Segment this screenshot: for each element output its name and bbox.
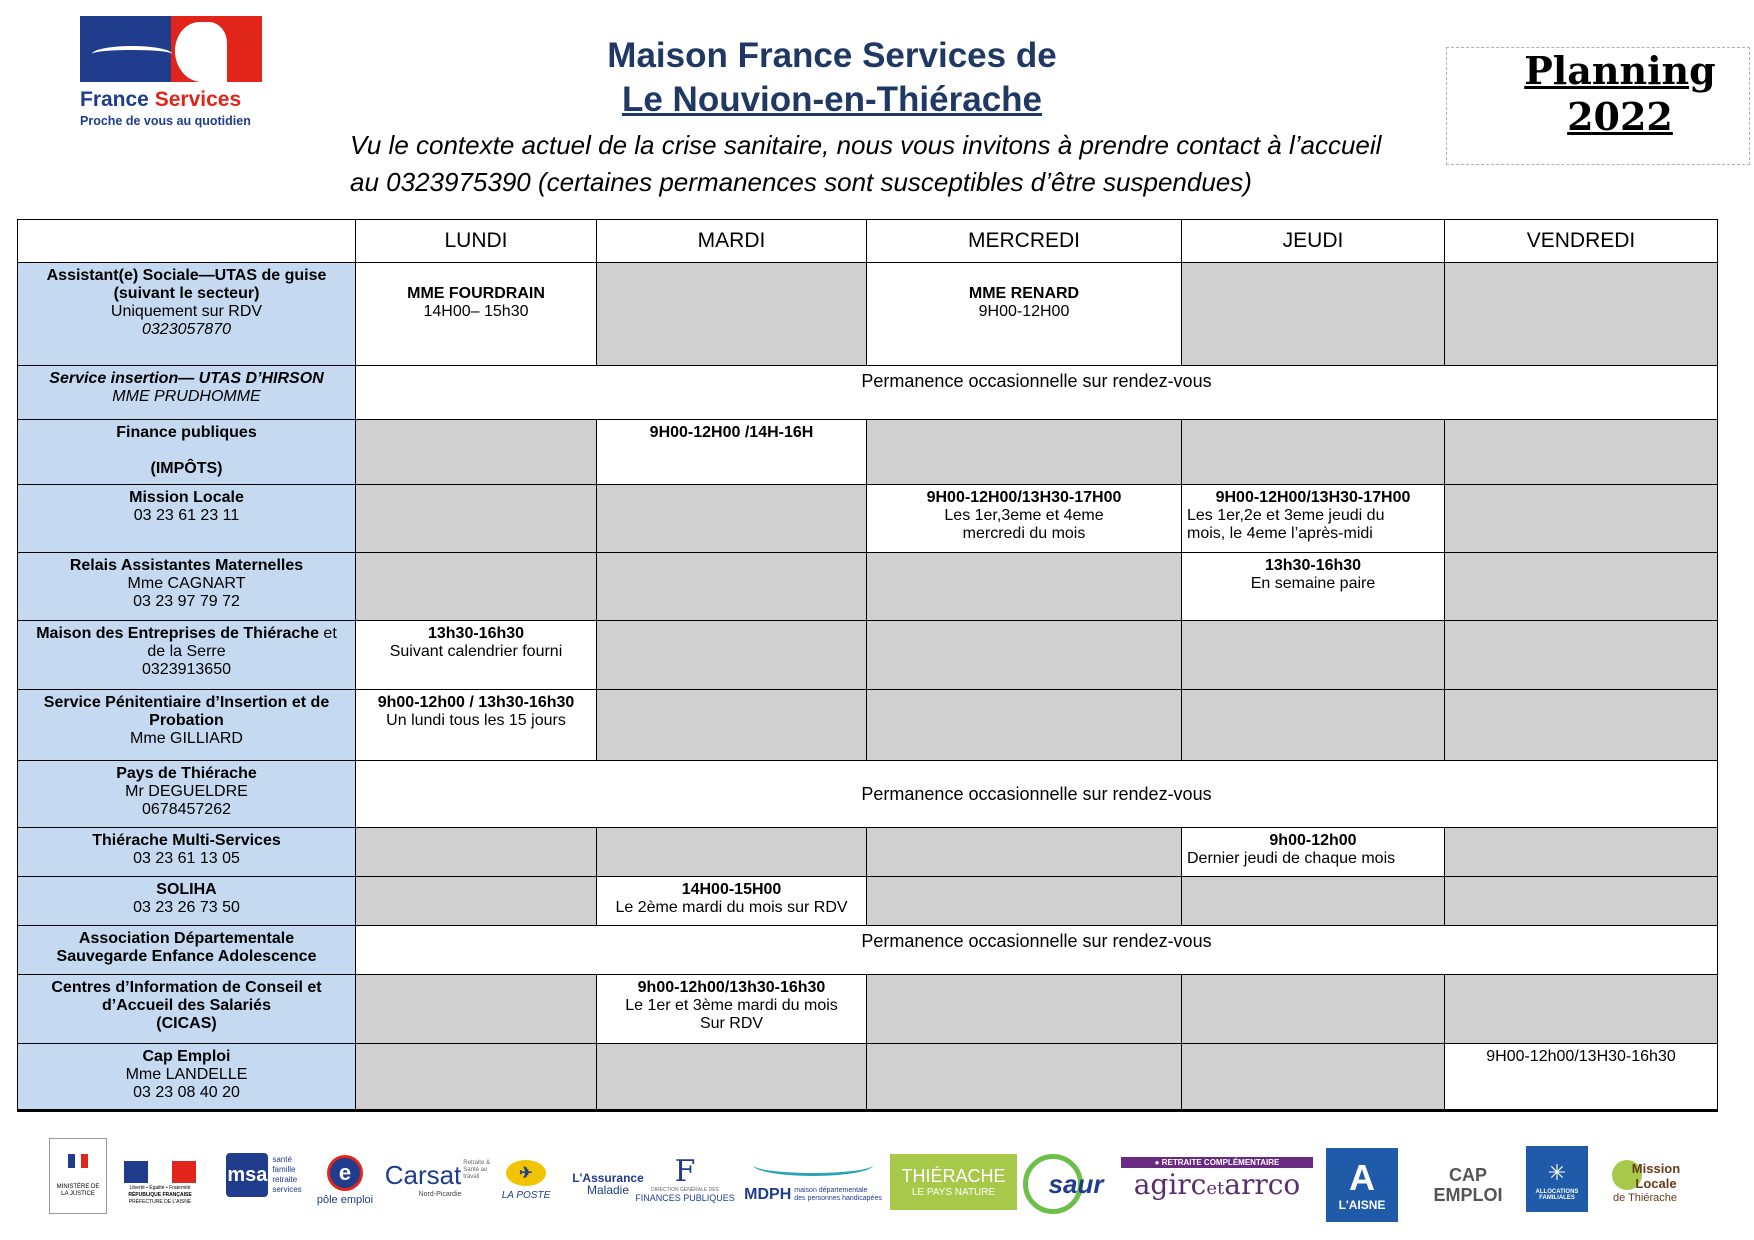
service-name: Service Pénitentiaire d’Insertion et de — [43, 694, 330, 711]
service-cell — [18, 263, 356, 366]
slot-note: Sur RDV — [699, 1015, 764, 1032]
service-name-suffix: et — [318, 625, 337, 642]
slot-friday-closed — [1445, 690, 1718, 761]
slot-wednesday-closed — [867, 690, 1182, 761]
la-poste-logo: ✈ LA POSTE — [496, 1150, 556, 1210]
slot-hours: 9h00-12h00/13h30-16h30 — [637, 979, 826, 996]
service-name: Association Départementale — [78, 930, 295, 947]
service-contact: Mr DEGUELDRE — [125, 783, 248, 800]
slot-tuesday-closed — [597, 828, 867, 877]
service-cell — [18, 828, 356, 877]
slot-tuesday-closed — [597, 553, 867, 621]
slot-tuesday-closed — [597, 621, 867, 690]
table-row — [18, 263, 1718, 366]
saur-logo: saur — [1023, 1156, 1109, 1212]
service-phone: 03 23 61 23 11 — [133, 507, 240, 524]
slot-hours: 9H00-12h00/13H30-16h30 — [1486, 1048, 1676, 1065]
service-name-cont: d’Accueil des Salariés — [102, 997, 271, 1014]
service-contact: MME PRUDHOMME — [112, 388, 261, 405]
service-contact: Mme LANDELLE — [125, 1066, 248, 1083]
slot-note: Le 2ème mardi du mois sur RDV — [615, 899, 848, 916]
service-name: Centres d’Information de Conseil et — [51, 979, 322, 996]
slot-thursday-closed — [1182, 877, 1445, 926]
slot-note: Dernier jeudi de chaque mois — [1187, 850, 1396, 867]
slot-hours: 9h00-12h00 — [1269, 832, 1357, 849]
service-cell — [18, 761, 356, 828]
slot-note: mercredi du mois — [962, 525, 1086, 542]
carsat-logo: Carsat Retraite & Santé au travail Nord-Picardie — [384, 1160, 490, 1198]
slot-hours: 13h30-16h30 — [427, 625, 525, 642]
slot-monday-closed — [356, 485, 597, 553]
slot-note: Les 1er,2e et 3eme jeudi du — [1187, 507, 1385, 524]
table-row — [18, 690, 1718, 761]
table-row — [18, 975, 1718, 1044]
table-row — [18, 366, 1718, 420]
slot-wednesday-closed — [867, 877, 1182, 926]
service-phone: 03 23 08 40 20 — [133, 1084, 240, 1101]
slot-friday-closed — [1445, 975, 1718, 1044]
service-detail: de la Serre — [147, 643, 226, 660]
service-detail: (suivant le secteur) — [113, 285, 260, 302]
agirc-arrco-logo: ● RETRAITE COMPLÉMENTAIRE agircetarrco — [1118, 1156, 1316, 1206]
slot-tuesday-closed — [597, 1044, 867, 1111]
slot-friday — [1445, 1044, 1718, 1111]
planning-year: 2022 — [1567, 94, 1673, 139]
day-header-monday: LUNDI — [356, 220, 597, 263]
day-header-thursday: JEUDI — [1182, 220, 1445, 263]
pole-emploi-logo: e pôle emploi — [310, 1147, 380, 1213]
slot-friday-closed — [1445, 485, 1718, 553]
slot-thursday-closed — [1182, 690, 1445, 761]
mdph-logo: MDPH maison départementale des personnes handicapées — [737, 1146, 889, 1212]
notice-line-2: au 0323975390 (certaines permanences sont susceptibles d’être suspendues) — [350, 167, 1252, 197]
table-row — [18, 621, 1718, 690]
mission-locale-logo: Mission Locale de Thiérache — [1612, 1160, 1681, 1204]
service-cell — [18, 420, 356, 485]
table-row — [18, 761, 1718, 828]
planning-year-title — [1510, 48, 1730, 140]
slot-wednesday-closed — [867, 420, 1182, 485]
slot-monday-closed — [356, 828, 597, 877]
service-name: Finance publiques — [116, 424, 257, 441]
assurance-maladie-logo: L'Assurance Maladie — [572, 1171, 644, 1197]
service-cell — [18, 877, 356, 926]
table-row — [18, 828, 1718, 877]
planning-label: Planning — [1524, 48, 1716, 93]
slot-thursday-closed — [1182, 263, 1445, 366]
service-name: SOLIHA — [156, 881, 217, 898]
day-header-wednesday: MERCREDI — [867, 220, 1182, 263]
service-cell — [18, 485, 356, 553]
service-cell — [18, 366, 356, 420]
service-phone: 0323057870 — [142, 321, 231, 338]
service-detail: Uniquement sur RDV — [110, 303, 263, 320]
table-row — [18, 877, 1718, 926]
slot-wednesday-closed — [867, 621, 1182, 690]
table-row — [18, 553, 1718, 621]
slot-hours: 9h00-12h00 / 13h30-16h30 — [377, 694, 575, 711]
service-name: Mission Locale — [129, 489, 244, 506]
service-cell — [18, 975, 356, 1044]
table-header-row — [18, 220, 1718, 263]
slot-friday-closed — [1445, 420, 1718, 485]
slot-thursday-closed — [1182, 420, 1445, 485]
slot-friday-closed — [1445, 828, 1718, 877]
aisne-logo: A L'AISNE — [1326, 1148, 1398, 1222]
slot-monday — [356, 621, 597, 690]
service-contact: Mme CAGNART — [127, 575, 246, 592]
service-detail: (IMPÔTS) — [150, 460, 223, 477]
slot-note: Un lundi tous les 15 jours — [386, 712, 566, 729]
service-cell — [18, 553, 356, 621]
slot-monday-closed — [356, 1044, 597, 1111]
service-phone: 03 23 97 79 72 — [133, 593, 240, 610]
table-row — [18, 1044, 1718, 1111]
slot-monday-closed — [356, 975, 597, 1044]
page-title: Maison France Services de — [607, 36, 1057, 75]
service-phone: 03 23 26 73 50 — [133, 899, 240, 916]
slot-hours: 9H00-12H00 — [978, 303, 1070, 320]
slot-contact: MME FOURDRAIN — [407, 285, 545, 302]
header-corner — [18, 220, 356, 263]
occasional-slot: Permanence occasionnelle sur rendez-vous — [356, 761, 1718, 828]
slot-tuesday — [597, 975, 867, 1044]
slot-tuesday-closed — [597, 263, 867, 366]
slot-wednesday-closed — [867, 1044, 1182, 1111]
service-cell — [18, 621, 356, 690]
slot-hours: 9H00-12H00/13H30-17H00 — [1215, 489, 1411, 506]
service-name: Service insertion— UTAS D’HIRSON — [49, 370, 324, 387]
slot-note: Les 1er,3eme et 4eme — [944, 507, 1104, 524]
notice-line-1: Vu le contexte actuel de la crise sanitaire, nous vous invitons à prendre contact à l’accueil — [350, 130, 1382, 160]
slot-thursday — [1182, 485, 1445, 553]
ministere-justice-logo: MINISTÈRE DE LA JUSTICE — [49, 1138, 107, 1214]
table-row — [18, 420, 1718, 485]
logo-name-france: France — [80, 88, 149, 111]
service-name: Thiérache Multi-Services — [92, 832, 281, 849]
slot-thursday-closed — [1182, 621, 1445, 690]
slot-wednesday-closed — [867, 975, 1182, 1044]
service-name: Relais Assistantes Maternelles — [69, 557, 304, 574]
slot-note: En semaine paire — [1250, 575, 1376, 592]
slot-tuesday-closed — [597, 485, 867, 553]
thierache-logo: THIÉRACHE LE PAYS NATURE — [890, 1154, 1017, 1210]
slot-monday-closed — [356, 877, 597, 926]
service-name: Cap Emploi — [142, 1048, 231, 1065]
slot-hours: 13h30-16h30 — [1264, 557, 1362, 574]
cap-emploi-logo: CAP EMPLOI — [1433, 1165, 1503, 1205]
day-header-friday: VENDREDI — [1445, 220, 1718, 263]
service-cell — [18, 926, 356, 975]
slot-thursday — [1182, 553, 1445, 621]
slot-friday-closed — [1445, 621, 1718, 690]
service-name: Assistant(e) Sociale—UTAS de guise — [46, 267, 327, 284]
slot-wednesday — [867, 263, 1182, 366]
service-acronym: (CICAS) — [156, 1015, 217, 1032]
table-row — [18, 926, 1718, 975]
slot-monday — [356, 690, 597, 761]
service-contact: Mme GILLIARD — [130, 730, 243, 747]
slot-monday-closed — [356, 553, 597, 621]
page-title-location: Le Nouvion-en-Thiérache — [621, 80, 1043, 119]
slot-tuesday-closed — [597, 690, 867, 761]
slot-note: Le 1er et 3ème mardi du mois — [625, 997, 838, 1014]
slot-note: mois, le 4eme l’après-midi — [1187, 525, 1373, 542]
slot-friday-closed — [1445, 553, 1718, 621]
service-name-cont: Sauvegarde Enfance Adolescence — [56, 948, 317, 965]
france-services-logo — [78, 16, 268, 128]
service-cell — [18, 1044, 356, 1111]
finances-publiques-logo: F DIRECTION GÉNÉRALE DES FINANCES PUBLIQUES — [635, 1154, 735, 1203]
service-phone: 03 23 61 13 05 — [133, 850, 240, 867]
slot-friday-closed — [1445, 263, 1718, 366]
slot-thursday-closed — [1182, 975, 1445, 1044]
marianne-icon — [80, 16, 262, 82]
slot-wednesday-closed — [867, 553, 1182, 621]
slot-friday-closed — [1445, 877, 1718, 926]
slot-wednesday-closed — [867, 828, 1182, 877]
service-name: Maison des Entreprises de Thiérache — [36, 625, 319, 642]
slot-note: Suivant calendrier fourni — [389, 643, 563, 660]
schedule-table — [17, 219, 1718, 1112]
day-header-tuesday: MARDI — [597, 220, 867, 263]
service-cell — [18, 690, 356, 761]
slot-hours: 14H00– 15h30 — [423, 303, 529, 320]
logo-tagline: Proche de vous au quotidien — [80, 114, 251, 128]
slot-hours: 14H00-15H00 — [681, 881, 782, 898]
logo-name-services: Services — [154, 88, 242, 111]
msa-logo: msa santé famille retraite services — [216, 1150, 312, 1200]
slot-tuesday — [597, 420, 867, 485]
service-name-cont: Probation — [149, 712, 224, 729]
service-name: Pays de Thiérache — [116, 765, 257, 782]
slot-contact: MME RENARD — [968, 285, 1080, 302]
slot-thursday-closed — [1182, 1044, 1445, 1111]
partner-logos — [0, 1132, 1754, 1232]
slot-hours: 9H00-12H00 /14H-16H — [649, 424, 814, 441]
occasional-slot: Permanence occasionnelle sur rendez-vous — [356, 366, 1718, 420]
slot-hours: 9H00-12H00/13H30-17H00 — [926, 489, 1122, 506]
table-row — [18, 485, 1718, 553]
slot-monday — [356, 263, 597, 366]
service-phone: 0323913650 — [142, 661, 231, 678]
slot-thursday — [1182, 828, 1445, 877]
prefecture-aisne-logo: Liberté • Égalité • Fraternité RÉPUBLIQUE FRANÇAISE PRÉFECTURE DE L'AISNE — [120, 1156, 200, 1210]
slot-wednesday — [867, 485, 1182, 553]
slot-monday-closed — [356, 420, 597, 485]
occasional-slot: Permanence occasionnelle sur rendez-vous — [356, 926, 1718, 975]
slot-tuesday — [597, 877, 867, 926]
service-phone: 0678457262 — [142, 801, 231, 818]
allocations-familiales-logo: ✳ ALLOCATIONS FAMILIALES — [1526, 1146, 1588, 1212]
